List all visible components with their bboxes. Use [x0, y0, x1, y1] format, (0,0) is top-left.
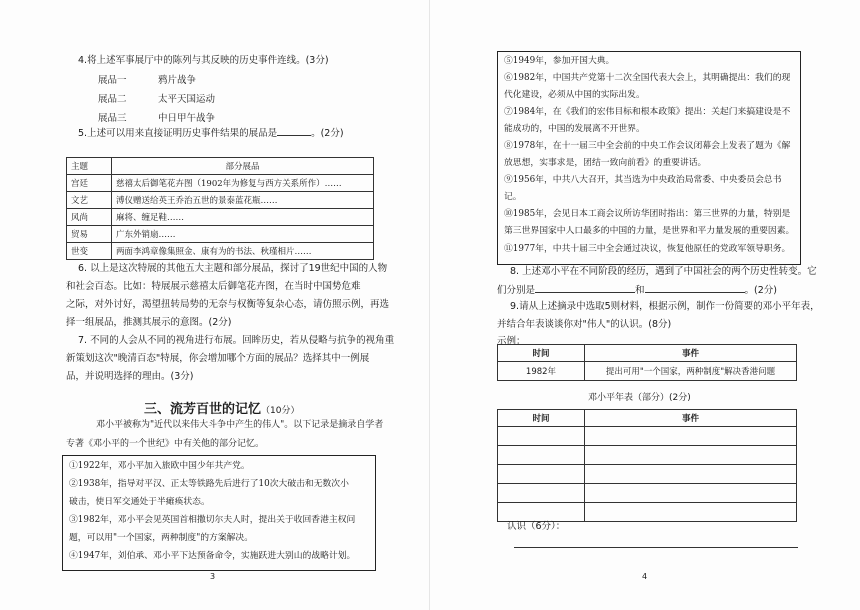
memory-item: ⑥1982年，中国共产党第十二次全国代表大会上，其明确提出：我们的现 — [504, 73, 791, 83]
exhibit-theme: 宫廷 — [67, 175, 112, 192]
memory-item-cont: 代化建设，必须从中国的实际出发。 — [504, 90, 645, 100]
table-row — [67, 243, 374, 260]
memory-item: ⑦1984年，在《我们的宏伟目标和根本政策》提出：关起门来搞建设是不 — [504, 107, 791, 117]
exhibit-theme: 风尚 — [67, 209, 112, 226]
exhibit-table — [66, 157, 374, 260]
exhibit-header-items: 部分展品 — [112, 158, 374, 175]
q7-line-2: 新策划这次"晚清百态"特展，你会增加哪个方面的展品？选择其中一例展 — [66, 353, 370, 364]
q4-stem: 4.将上述军事展厅中的陈列与其反映的历史事件连线。(3分) — [78, 55, 329, 66]
exhibit-items: 溥仪赠送给英王乔治五世的景泰蓝花瓶…… — [112, 192, 374, 209]
memory-item: ②1938年，指导对平汉、正太等铁路先后进行了10次大破击和无数次小 — [69, 479, 349, 489]
q7-line-3: 品，并说明选择的理由。(3分) — [66, 371, 194, 382]
table-row — [67, 226, 374, 243]
q5-answer-blank[interactable] — [277, 125, 311, 136]
chronology-event-cell[interactable] — [585, 427, 797, 446]
table-row — [67, 175, 374, 192]
page-4 — [430, 0, 860, 610]
q8-score: 。(2分) — [744, 285, 777, 296]
section-3-title: 三、流芳百世的记忆 — [144, 402, 262, 417]
chronology-time-cell[interactable] — [498, 427, 585, 446]
chronology-header-event: 事件 — [585, 410, 797, 427]
q4-item-1-label: 展品一 — [98, 75, 127, 86]
memory-item: ⑪1977年，中共十届三中全会通过决议，恢复他原任的党政军领导职务。 — [504, 244, 791, 254]
q6-line-2: 和社会百态。比如：特展展示慈禧太后御笔花卉图，在当时中国势危难 — [66, 281, 361, 292]
memory-box-right — [497, 51, 801, 265]
recognition-label: 认识（6分）： — [507, 521, 566, 532]
table-row — [67, 192, 374, 209]
section-3-score: （10分） — [261, 406, 300, 416]
chronology-event-cell[interactable] — [585, 446, 797, 465]
chronology-title: 邓小平年表（部分）(2分) — [588, 393, 691, 403]
q5-text: 5.上述可以用来直接证明历史事件结果的展品是 — [78, 128, 278, 139]
memory-item: ⑨1956年，中共八大召开，其当选为中央政治局常委、中央委员会总书 — [504, 175, 782, 185]
chronology-time-cell[interactable] — [498, 465, 585, 484]
memory-item: ④1947年，刘伯承、邓小平下达预备命令，实施跃进大别山的战略计划。 — [69, 551, 356, 561]
sample-time: 1982年 — [498, 362, 585, 381]
exhibit-items: 慈禧太后御笔花卉图（1902年为修复与西方关系所作）…… — [112, 175, 374, 192]
memory-item-cont: 能成功的，中国的发展离不开世界。 — [504, 124, 645, 134]
recognition-answer-line[interactable] — [514, 547, 798, 548]
memory-item: ⑩1985年，会见日本工商会议所访华团时指出：第三世界的力量，特别是 — [504, 209, 791, 219]
q5-score: 。(2分) — [311, 128, 344, 139]
q6-line-3: 之际，对外讨好，渴望扭转局势的无奈与权衡等复杂心态，请仿照示例，再选 — [66, 299, 390, 310]
q4-item-2-event[interactable]: 太平天国运动 — [158, 94, 216, 105]
memory-item-cont: 第三世界国家中人口最多的中国的力量，是世界和平力量发展的重要因素。 — [504, 226, 795, 236]
q4-item-3-event[interactable]: 中日甲午战争 — [158, 113, 216, 124]
q4-item-2-label: 展品二 — [98, 94, 127, 105]
memory-item-cont: 题，可以用"一个国家，两种制度"的方案解决。 — [69, 533, 254, 543]
q8-text: 们分别是 — [497, 285, 536, 296]
memory-item-cont: 放思想，实事求是，团结一致向前看》的重要讲话。 — [504, 158, 707, 168]
memory-item-cont: 记。 — [504, 192, 522, 202]
q8-line-1: 8. 上述邓小平在不同阶段的经历，遇到了中国社会的两个历史性转变。它 — [510, 266, 817, 277]
q4-item-3-label: 展品三 — [98, 113, 127, 124]
memory-item: ③1982年，邓小平会见英国首相撒切尔夫人时，提出关于收回香港主权问 — [69, 515, 356, 525]
section-3-heading — [144, 398, 299, 417]
memory-item: ①1922年，邓小平加入旅欧中国少年共产党。 — [69, 461, 250, 471]
memory-item: ⑧1978年，在十一届三中全会前的中央工作会议闭幕会上发表了题为《解 — [504, 141, 791, 151]
memory-item: ⑤1949年，参加开国大典。 — [504, 56, 615, 66]
exhibit-theme: 贸易 — [67, 226, 112, 243]
exhibit-items: 广东外销扇…… — [112, 226, 374, 243]
intro-line-2: 专著《邓小平的一个世纪》中有关他的部分记忆。 — [66, 439, 265, 449]
chronology-time-cell[interactable] — [498, 503, 585, 522]
exhibit-table-header — [67, 158, 374, 175]
q9-line-1: 9.请从上述摘录中选取5则材料，根据示例，制作一份简要的邓小平年表， — [510, 301, 820, 312]
intro-line-1: 邓小平被称为"近代以来伟大斗争中产生的伟人"。以下记录是摘录自学者 — [96, 420, 384, 430]
memory-item-cont: 破击，使日军交通处于半瘫痪状态。 — [69, 497, 210, 507]
chronology-event-cell[interactable] — [585, 465, 797, 484]
chronology-table — [497, 409, 797, 522]
memory-box-left — [62, 455, 376, 571]
sample-event: 提出可用"一个国家，两种制度"解决香港问题 — [585, 362, 797, 381]
chronology-table-header — [498, 410, 797, 427]
exhibit-items: 麻将、缠足鞋…… — [112, 209, 374, 226]
table-row — [498, 503, 797, 522]
table-row — [498, 465, 797, 484]
chronology-event-cell[interactable] — [585, 484, 797, 503]
sample-header-event: 事件 — [585, 345, 797, 362]
q7-line-1: 7. 不同的人会从不同的视角进行布展。回眸历史，若从侵略与抗争的视角重 — [78, 335, 395, 346]
page-number-4: 4 — [642, 572, 648, 581]
exhibit-header-theme: 主题 — [67, 158, 112, 175]
q9-line-2: 并结合年表谈谈你对"伟人"的认识。(8分) — [497, 319, 672, 330]
q5 — [78, 125, 344, 141]
exhibit-theme: 世变 — [67, 243, 112, 260]
q6-line-1: 6. 以上是这次特展的其他五大主题和部分展品，探讨了19世纪中国的人物 — [78, 263, 388, 274]
chronology-time-cell[interactable] — [498, 446, 585, 465]
table-row — [67, 209, 374, 226]
q6-line-4: 择一组展品，推测其展示的意图。(2分) — [66, 317, 232, 328]
sample-table-header — [498, 345, 797, 362]
chronology-event-cell[interactable] — [585, 503, 797, 522]
q8-answer-blank-2[interactable] — [645, 282, 745, 293]
exhibit-theme: 文艺 — [67, 192, 112, 209]
q8-answer-blank-1[interactable] — [535, 282, 635, 293]
exhibit-items: 两面李鸿章像集照金、康有为的书法、秋瑾相片…… — [112, 243, 374, 260]
example-label: 示例： — [497, 336, 526, 347]
sample-table — [497, 344, 797, 381]
table-row — [498, 484, 797, 503]
table-row — [498, 362, 797, 381]
table-row — [498, 427, 797, 446]
chronology-time-cell[interactable] — [498, 484, 585, 503]
table-row — [498, 446, 797, 465]
chronology-header-time: 时间 — [498, 410, 585, 427]
sample-header-time: 时间 — [498, 345, 585, 362]
page-number-3: 3 — [210, 572, 216, 581]
q4-item-1-event[interactable]: 鸦片战争 — [158, 75, 197, 86]
q8-and: 和 — [635, 285, 645, 296]
q8-line-2 — [497, 282, 777, 298]
